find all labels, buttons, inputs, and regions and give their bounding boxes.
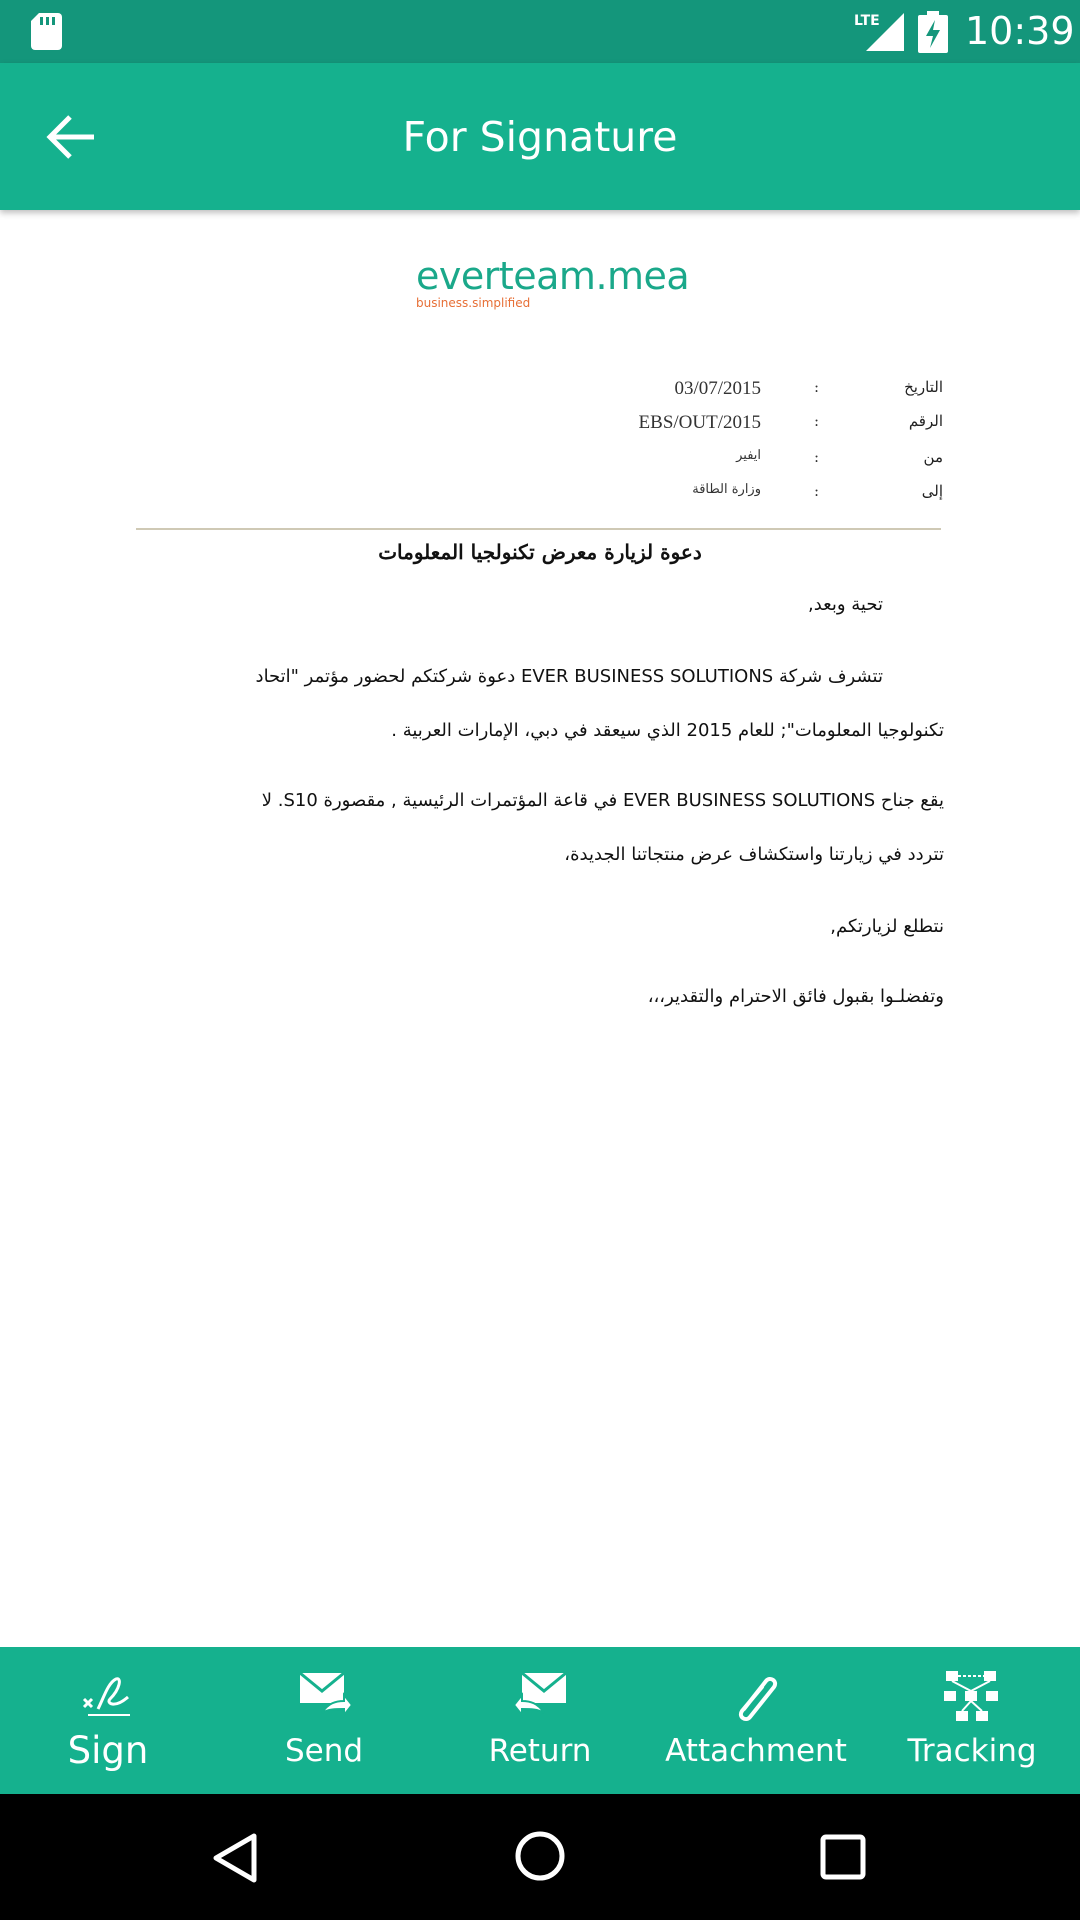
letter-paragraph: تتشرف شركة EVER BUSINESS SOLUTIONS دعوة شركتكم لحضور مؤتمر "اتحاد [255,666,883,687]
letter-greeting: تحية وبعد, [808,594,883,615]
status-bar [0,0,1080,63]
letter-closing: نتطلع لزيارتكم, [830,916,944,937]
attachment-label: Attachment [665,1733,847,1769]
letter-subject: دعوة لزيارة معرض تكنولجيا المعلومات [378,540,702,564]
meta-row-date [0,378,1080,408]
send-label: Send [284,1733,364,1769]
home-circle-icon[interactable] [514,1830,566,1882]
company-logo [416,254,690,318]
app-bar [0,63,1080,210]
send-mail-icon [298,1669,352,1721]
document-preview[interactable] [0,210,1080,1647]
page-title: For Signature [402,113,678,161]
meta-value: 03/07/2015 [674,378,761,399]
return-mail-icon [514,1669,568,1721]
return-button[interactable] [432,1647,648,1794]
logo-name: everteam.mea [416,254,690,298]
meta-label: إلى [921,482,943,500]
tracking-button[interactable] [864,1647,1080,1794]
divider [136,528,941,530]
meta-label: الرقم [908,412,943,430]
meta-colon: : [814,448,820,466]
tracking-label: Tracking [907,1733,1037,1769]
attachment-button[interactable] [648,1647,864,1794]
letter-signoff: وتفضلـوا بقبول فائق الاحترام والتقدير،،، [647,986,944,1007]
meta-colon: : [814,482,820,500]
meta-value: وزارة الطاقة [692,482,761,497]
letter-paragraph: يقع جناح EVER BUSINESS SOLUTIONS في قاعة المؤتمرات الرئيسية , مقصورة S10. لا [261,790,944,811]
action-bar [0,1647,1080,1794]
sign-button[interactable] [0,1647,216,1794]
paperclip-icon [730,1669,782,1725]
letter-paragraph: تكنولوجيا المعلومات"; للعام 2015 الذي سيعقد في دبي، الإمارات العربية . [391,720,944,741]
signature-icon [80,1669,136,1725]
meta-value: ايفير [736,448,761,463]
sign-label: Sign [67,1729,149,1772]
meta-label: التاريخ [904,378,943,396]
meta-label: من [923,448,943,466]
sd-card-icon [31,13,62,50]
return-label: Return [488,1733,592,1769]
meta-row-from [0,448,1080,478]
back-triangle-icon[interactable] [212,1832,260,1884]
lte-signal-icon [852,11,904,51]
meta-row-number [0,412,1080,442]
network-type-label: LTE [854,13,880,29]
meta-row-to [0,482,1080,512]
clock: 10:39 [965,9,1075,53]
battery-charging-icon [918,11,948,53]
tracking-network-icon [942,1669,1000,1725]
letter-paragraph: تتردد في زيارتنا واستكشاف عرض منتجاتنا الجديدة، [564,844,944,865]
send-button[interactable] [216,1647,432,1794]
logo-tagline: business.simplified [416,296,531,310]
system-nav-bar [0,1794,1080,1920]
meta-colon: : [814,378,820,396]
meta-colon: : [814,412,820,430]
recents-square-icon[interactable] [820,1834,866,1880]
meta-value: EBS/OUT/2015 [638,412,761,433]
